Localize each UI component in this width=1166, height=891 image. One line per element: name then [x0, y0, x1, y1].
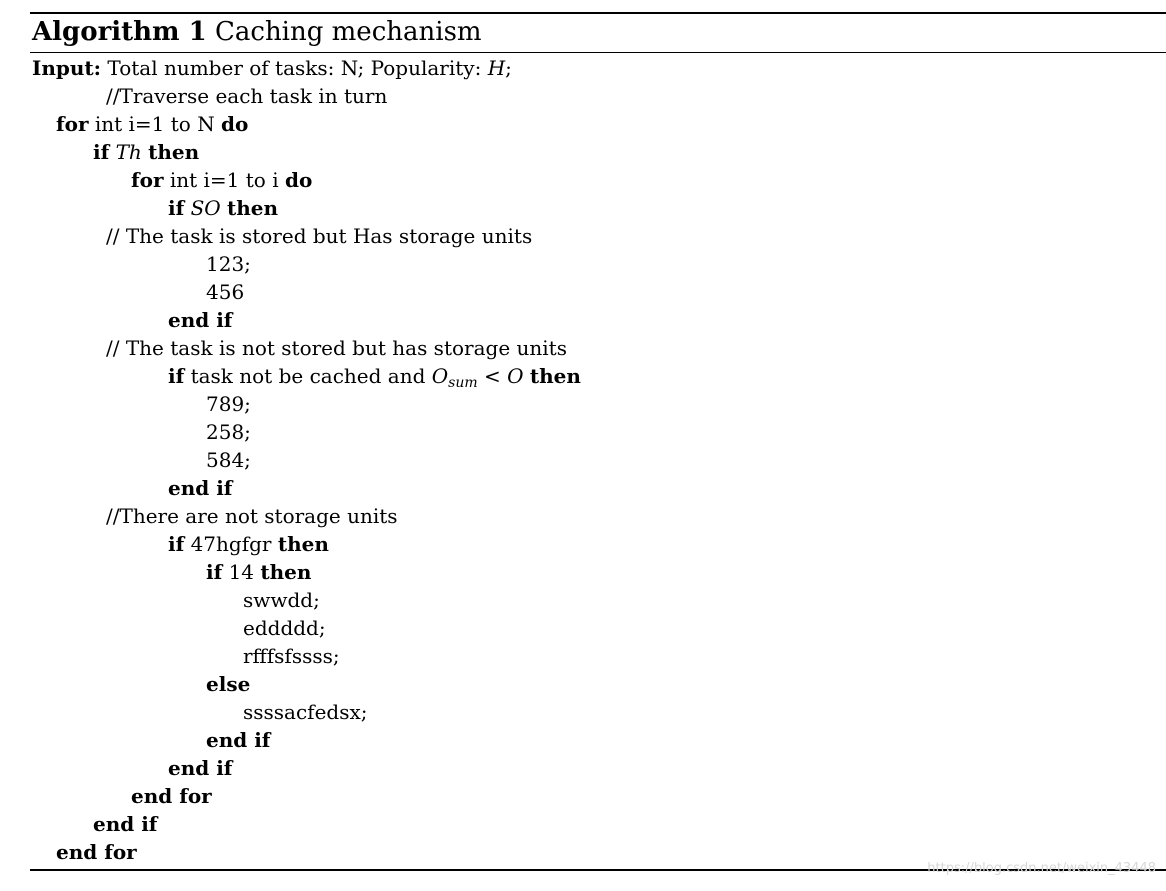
algorithm-header	[32, 14, 482, 50]
statement-eddddd: eddddd;	[243, 616, 326, 640]
statement-123: 123;	[206, 252, 251, 276]
end-if: end if	[168, 476, 233, 500]
input-line	[32, 54, 512, 82]
end-if: end if	[206, 728, 271, 752]
end-if: end if	[168, 308, 233, 332]
popularity-var: H	[487, 56, 506, 80]
input-text: Total number of tasks: N; Popularity:	[107, 56, 488, 80]
algorithm-label: Algorithm 1	[32, 17, 207, 47]
algorithm-title: Caching mechanism	[214, 17, 482, 47]
end-for: end for	[131, 784, 212, 808]
for-loop-inner: for int i=1 to i do	[131, 168, 313, 192]
statement-789: 789;	[206, 392, 251, 416]
statement-584: 584;	[206, 448, 251, 472]
for-loop-outer: for int i=1 to N do	[56, 112, 249, 136]
statement-258: 258;	[206, 420, 251, 444]
statement-ssssacfedsx: ssssacfedsx;	[243, 700, 368, 724]
statement-456: 456	[206, 280, 245, 304]
if-so: if SO then	[168, 196, 279, 220]
if-14: if 14 then	[206, 560, 312, 584]
input-end: ;	[505, 56, 512, 80]
if-47hgfgr: if 47hgfgr then	[168, 532, 329, 556]
header-rule	[30, 52, 1166, 53]
comment-traverse: //Traverse each task in turn	[106, 84, 388, 108]
if-th: if Th then	[93, 140, 200, 164]
statement-rfffsfssss: rfffsfssss;	[243, 644, 340, 668]
if-not-cached: if task not be cached and $O_{sum} < O$ then	[168, 364, 581, 391]
comment-no-storage: //There are not storage units	[106, 504, 398, 528]
watermark: https://blog.csdn.net/weixin_43448	[927, 861, 1156, 876]
end-if: end if	[93, 812, 158, 836]
input-label: Input:	[32, 56, 102, 80]
statement-swwdd: swwdd;	[243, 588, 320, 612]
comment-stored: // The task is stored but Has storage units	[106, 224, 533, 248]
end-if: end if	[168, 756, 233, 780]
comment-not-stored: // The task is not stored but has storage units	[106, 336, 567, 360]
end-for: end for	[56, 840, 137, 864]
else: else	[206, 672, 251, 696]
